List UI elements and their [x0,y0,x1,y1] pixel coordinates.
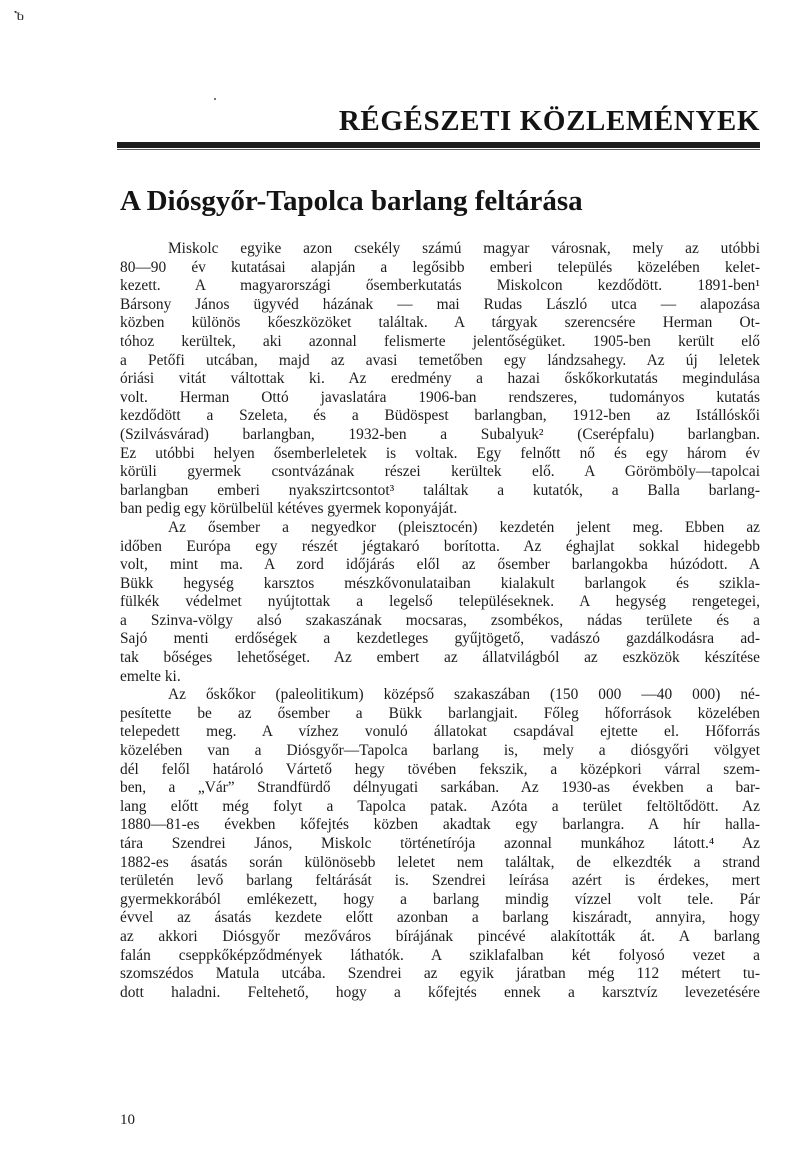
section-title: RÉGÉSZETI KÖZLEMÉNYEK [338,105,760,137]
text-line: évvel az ásatás kezdete előtt azonban a barlang kiszáradt, annyira, hogy [120,909,760,927]
text-line: falán cseppkőképződmények láthatók. A sziklafalban két folyosó vezet a [120,946,760,964]
header-rule-thin [117,149,760,150]
text-line: körüli gyermek csontvázának részei kerültek elő. A Görömböly—tapolcai [120,463,760,481]
text-line: ban pedig egy körülbelül kétéves gyermek koponyáját. [120,500,458,518]
text-line: dott haladni. Feltehető, hogy a kőfejtés ennek a karsztvíz levezetésére [120,983,760,1001]
text-line: Bársony János ügyvéd házának — mai Rudas László utca — alapozása [120,295,760,313]
text-line: volt. Herman Ottó javaslatára 1906-ban rendszeres, tudományos kutatás [120,388,760,406]
text-line: tak bőséges lehetőséget. Az embert az állatvilágból az eszközök készítése [120,649,760,667]
text-line: (Szilvásvárad) barlangban, 1932-ben a Subalyuk² (Cserépfalu) barlangban. [120,425,760,443]
text-line: Ez utóbbi helyen ősemberleletek is voltak. Egy felnőtt nő és egy három év [120,444,760,462]
text-line: volt, mint ma. A zord időjárás elől az ősember barlangokba húzódott. A [120,556,760,574]
text-line: tára Szendrei János, Miskolc történetírója azonnal munkához látott.⁴ Az [120,835,760,852]
text-line: gyermekkorából emlékezett, hogy a barlang mindig vízzel volt tele. Pár [120,890,760,908]
text-line: az akkori Diósgyőr mezőváros bírájának pincévé alakították át. A barlang [120,927,760,945]
text-line: a Petőfi utcában, majd az avasi temetőben egy lándzsahegy. Az új leletek [120,351,760,369]
header-rule [117,142,760,148]
text-line: 1880—81-es években kőfejtés közben akadtak egy barlangra. A hír halla- [120,816,760,834]
text-line: közben különös kőeszközöket találtak. A tárgyak szerencsére Herman Ot- [120,314,760,332]
text-line: időben Európa egy részét jégtakaró borította. Az éghajlat sokkal hidegebb [120,537,760,555]
article-title: A Diósgyőr-Tapolca barlang feltárása [120,185,583,217]
text-line: a Szinva-völgy alsó szakaszának mocsaras, zsombékos, nádas területe és a [120,611,760,629]
text-line: közelében van a Diósgyőr—Tapolca barlang is, mely a diósgyőri völgyet [120,742,760,760]
text-line: Az őskőkor (paleolitikum) középső szakaszában (150 000 —40 000) né- [168,686,760,704]
text-line: tóhoz kerültek, aki azonnal felismerte jelentőségüket. 1905-ben került elő [120,332,760,350]
text-line: pesítette be az ősember a Bükk barlangjait. Főleg hőforrások közelében [120,704,760,722]
speck [214,98,216,100]
text-line: 1882-es ásatás során különösebb leletet nem találtak, de elkezdték a strand [120,853,760,871]
text-line: fülkék védelmet nyújtottak a legelső településeknek. A hegység rengetegei, [120,593,760,611]
text-line: kezdődött a Szeleta, és a Büdöspest barlangban, 1912-ben az Istállóskői [120,407,760,425]
text-line: Bükk hegység karsztos mészkővonulataiban kialakult barlangok és sziklа- [120,574,760,592]
text-line: ben, a „Vár” Strandfürdő délnyugati sarkában. Az 1930-as években a bar- [120,779,760,797]
text-line: Az ősember a negyedkor (pleisztocén) kezdetén jelent meg. Ebben az [168,518,760,536]
text-line: Sajó menti erdőségek a kezdetleges gyűjtögető, vadászó gazdálkodásra ad- [120,630,760,648]
text-line: barlangban emberi nyakszirtcsontot³ találtak a kutatók, a Balla barlang- [120,481,760,499]
text-line: Miskolc egyike azon csekély számú magyar városnak, mely az utóbbi [168,240,760,257]
text-line: lang előtt még folyt a Tapolca patak. Azóta a terület feltöltődött. Az [120,797,760,815]
text-line: kezett. A magyarországi ősemberkutatás Miskolcon kezdődött. 1891-ben¹ [120,277,760,295]
text-line: dél felől határoló Vártető hegy tövében fekszik, a középkori várral szem- [120,760,760,778]
page-number: 10 [120,1112,135,1128]
text-line: óriási vitát váltottak ki. Az eredmény a hazai őskőkorkutatás megindulása [120,370,760,388]
text-line: területén levő barlang feltárását is. Szendrei leírása azért is érdekes, mert [120,872,760,890]
text-line: szomszédos Matula utcába. Szendrei az egyik járatban még 112 métert tu- [120,965,760,983]
article-body [120,240,760,1002]
text-line: telepedett meg. A vízhez vonuló állatokat csapdával ejtette el. Hőforrás [120,723,760,741]
text-line: emelte ki. [120,667,181,685]
corner-mark-icon: Ⴆ [14,11,25,23]
text-line: 80—90 év kutatásai alapján a legősibb emberi település közelében kelet- [120,258,760,276]
